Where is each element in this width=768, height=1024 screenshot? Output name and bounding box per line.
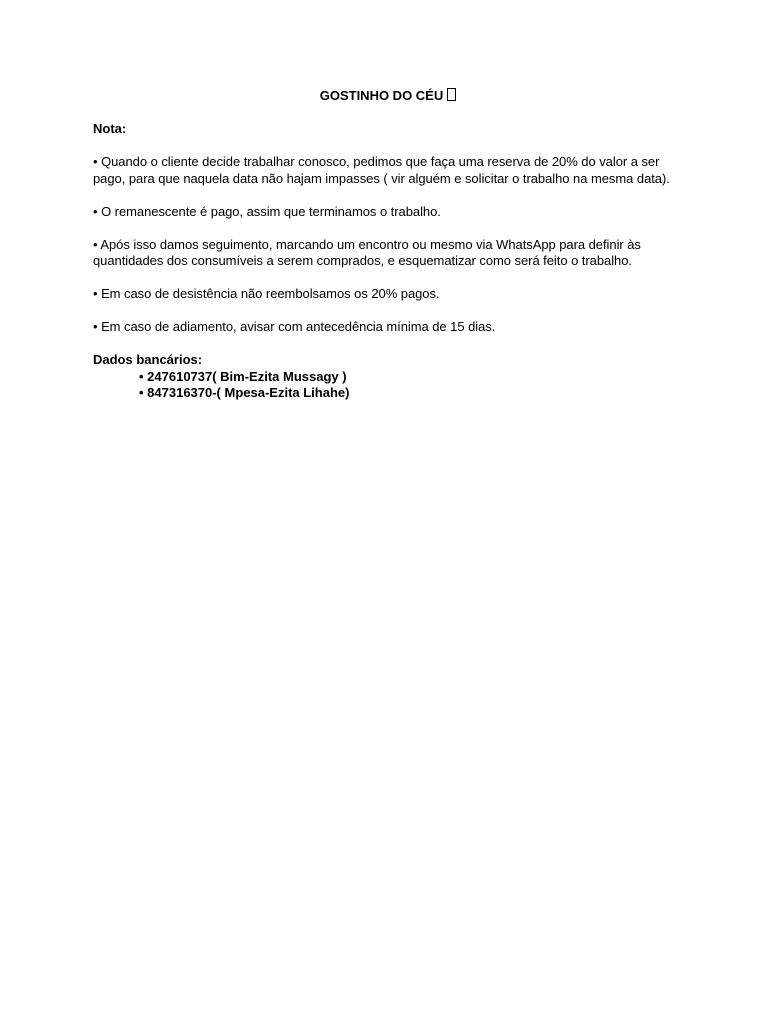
bank-details-list	[93, 369, 673, 402]
note-paragraph-1: • Quando o cliente decide trabalhar conosco, pedimos que faça uma reserva de 20% do valor a ser pago, para que naquela data não hajam impasses ( vir alguém e solicitar o trabalho na mesma data).	[93, 154, 670, 186]
note-paragraph-4: • Em caso de desistência não reembolsamos os 20% pagos.	[93, 286, 440, 301]
note-paragraph-3: • Após isso damos seguimento, marcando um encontro ou mesmo via WhatsApp para definir às quantidades dos consumíveis a serem comprados, e esquematizar como será feito o trabalho.	[93, 236, 641, 268]
bank-item-mpesa: • 847316370-( Mpesa-Ezita Lihahe)	[139, 385, 350, 400]
document-title	[93, 88, 673, 105]
note-heading: Nota:	[93, 121, 127, 136]
bank-item-bim: • 247610737( Bim-Ezita Mussagy )	[139, 368, 347, 384]
document-content	[93, 88, 673, 402]
note-paragraph-5: • Em caso de adiamento, avisar com antecedência mínima de 15 dias.	[93, 319, 496, 334]
bank-heading: Dados bancários:	[93, 352, 203, 367]
document-title-text: GOSTINHO DO CÉU	[319, 88, 444, 103]
missing-glyph-icon	[447, 88, 456, 101]
note-paragraph-2: • O remanescente é pago, assim que terminamos o trabalho.	[93, 203, 441, 219]
